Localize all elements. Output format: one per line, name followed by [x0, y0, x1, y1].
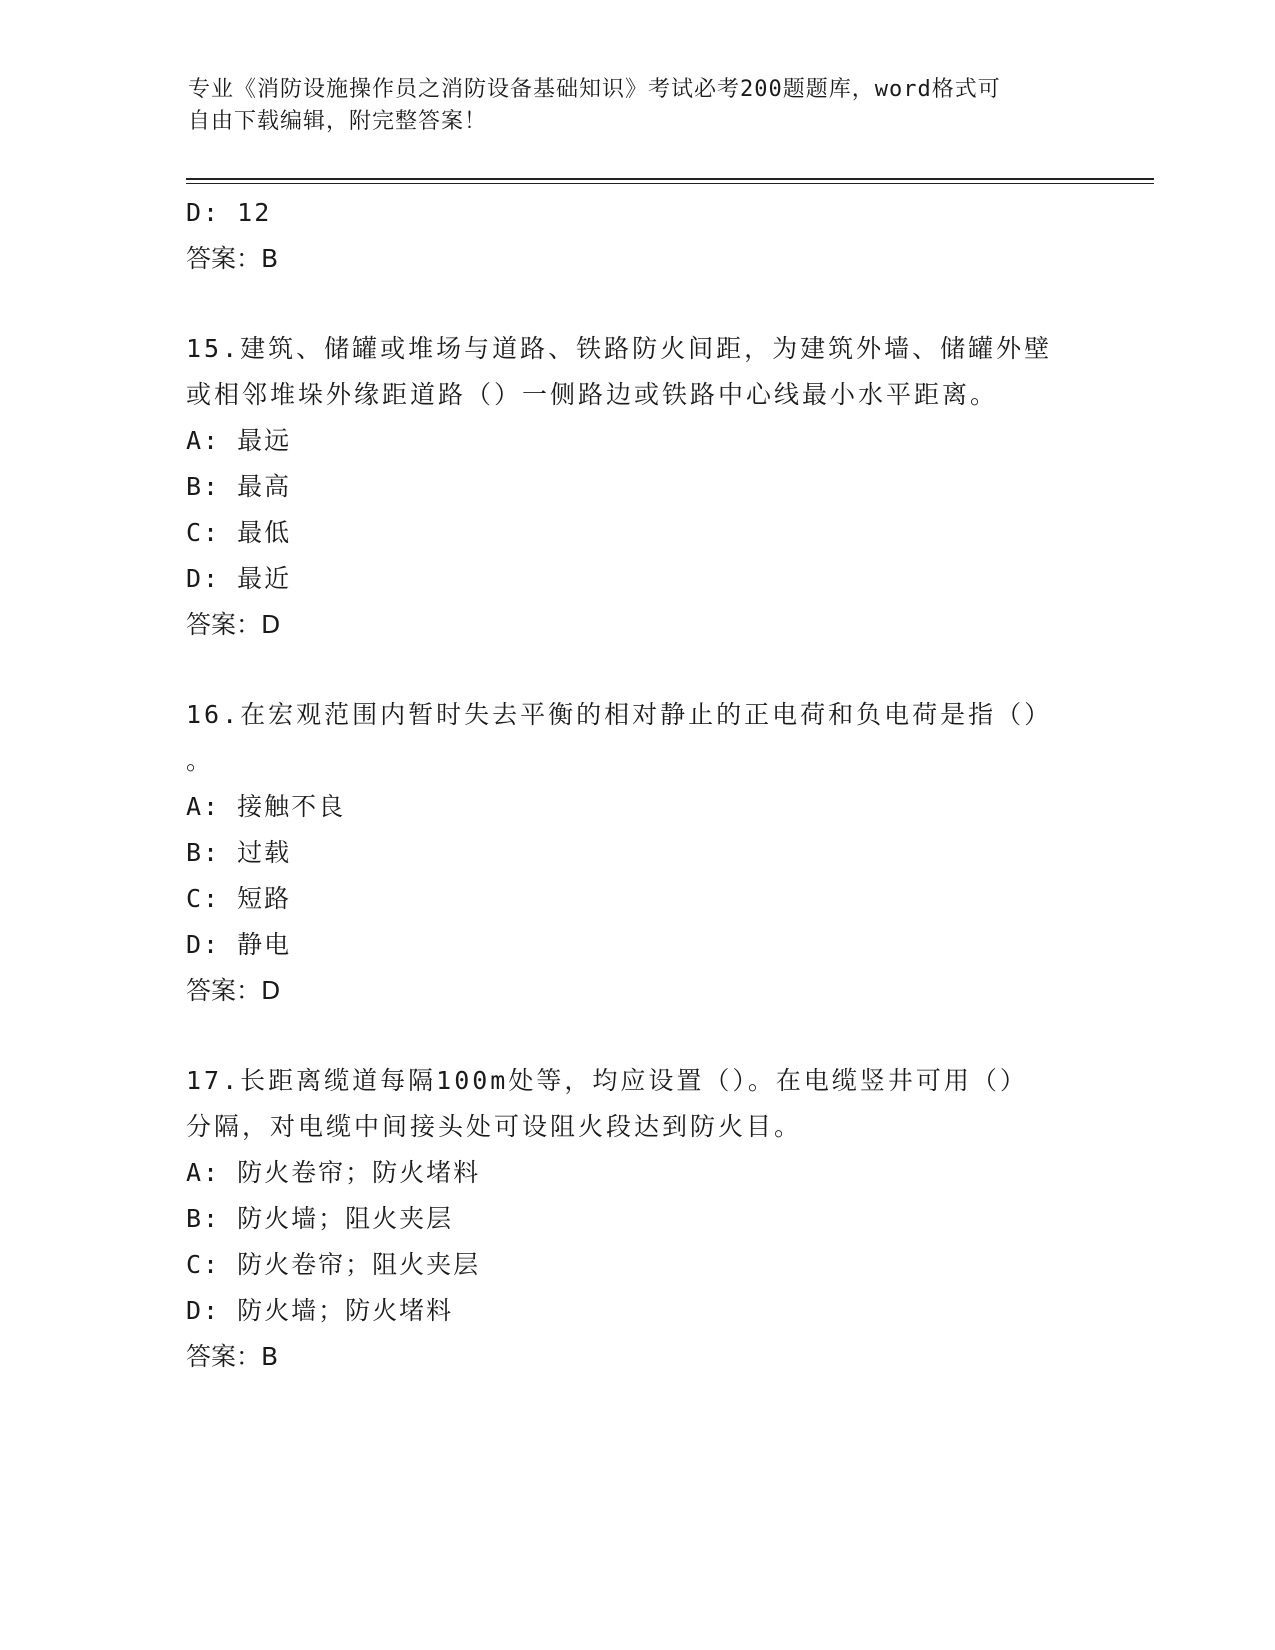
- header-divider-thin: [186, 183, 1154, 184]
- option-c: C: 防火卷帘；阻火夹层: [186, 1250, 481, 1279]
- question-text-line: 17.长距离缆道每隔100m处等，均应设置（）。在电缆竖井可用（）: [186, 1066, 1028, 1095]
- header-title-line-1: 专业《消防设施操作员之消防设备基础知识》考试必考200题题库，word格式可: [188, 77, 1001, 102]
- question-content: [186, 190, 1086, 1380]
- answer-line: 答案：B: [186, 1342, 279, 1371]
- answer-line: 答案：D: [186, 976, 281, 1005]
- question-text-line: 16.在宏观范围内暂时失去平衡的相对静止的正电荷和负电荷是指（）: [186, 700, 1053, 729]
- spacer: [186, 282, 1086, 326]
- option-d: D: 静电: [186, 930, 292, 959]
- option-d: D: 防火墙；防火堵料: [186, 1296, 454, 1325]
- question-text-line: 15.建筑、储罐或堆场与道路、铁路防火间距，为建筑外墙、储罐外壁: [186, 334, 1053, 363]
- option-a: A: 接触不良: [186, 792, 346, 821]
- document-header: [188, 74, 1068, 138]
- answer-line: 答案：D: [186, 610, 281, 639]
- option-b: B: 过载: [186, 838, 292, 867]
- option-c: C: 最低: [186, 518, 292, 547]
- header-divider-thick: [186, 178, 1154, 180]
- question-15: [186, 326, 1086, 648]
- option-d: D: 最近: [186, 564, 292, 593]
- option-a: A: 最远: [186, 426, 292, 455]
- spacer: [186, 1014, 1086, 1058]
- question-text-line: 或相邻堆垛外缘距道路（）一侧路边或铁路中心线最小水平距离。: [186, 380, 999, 409]
- question-text-line: 分隔，对电缆中间接头处可设阻火段达到防火目。: [186, 1112, 803, 1141]
- option-d: D: 12: [186, 198, 272, 227]
- previous-question-tail: [186, 190, 1086, 282]
- header-title-line-2: 自由下载编辑，附完整答案！: [188, 109, 488, 134]
- option-a: A: 防火卷帘；防火堵料: [186, 1158, 481, 1187]
- question-17: [186, 1058, 1086, 1380]
- answer-line: 答案：B: [186, 244, 279, 273]
- question-16: [186, 692, 1086, 1014]
- option-c: C: 短路: [186, 884, 292, 913]
- question-text-line: 。: [186, 746, 215, 775]
- option-b: B: 防火墙；阻火夹层: [186, 1204, 454, 1233]
- option-b: B: 最高: [186, 472, 292, 501]
- spacer: [186, 648, 1086, 692]
